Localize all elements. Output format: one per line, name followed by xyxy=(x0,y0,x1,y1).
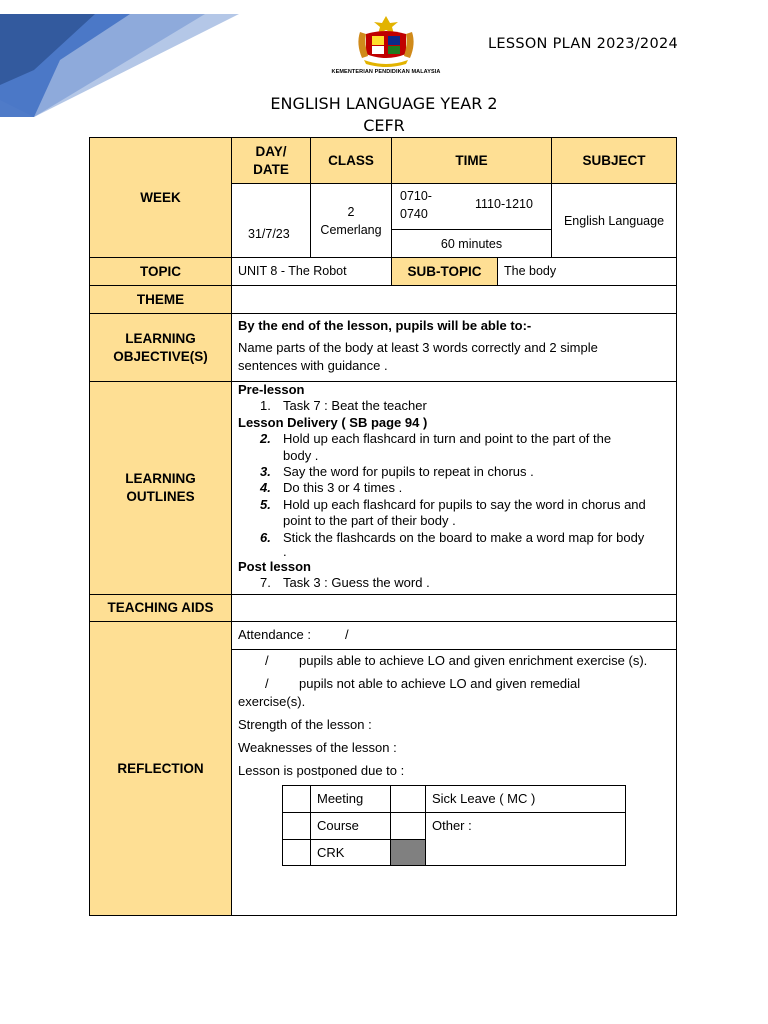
theme-cell xyxy=(231,285,677,314)
outline-item-number: 2. xyxy=(260,431,271,447)
document-title: ENGLISH LANGUAGE YEAR 2 xyxy=(270,94,498,113)
outline-item-number: 1. xyxy=(260,398,271,414)
subject-cell xyxy=(551,183,677,258)
course-option xyxy=(310,812,391,840)
subtopic-label: SUB-TOPIC xyxy=(407,263,482,279)
subject-value: English Language xyxy=(563,213,665,228)
subject-label: SUBJECT xyxy=(582,152,646,168)
week-label-cell xyxy=(89,137,232,258)
time-label: TIME xyxy=(455,152,488,168)
aids-label-cell xyxy=(89,594,232,622)
subtopic-label-cell xyxy=(391,257,498,286)
sick-leave-label: Sick Leave ( MC ) xyxy=(432,791,536,806)
outline-item-number: 6. xyxy=(260,529,271,545)
class-value: 2 Cemerlang xyxy=(320,204,382,237)
objective-label-cell xyxy=(89,313,232,382)
outline-item-1 xyxy=(238,398,674,414)
date-cell xyxy=(231,183,311,258)
topic-label-cell xyxy=(89,257,232,286)
remedial-separator: / xyxy=(265,676,269,691)
outline-item-6 xyxy=(238,529,674,560)
outline-item-text-cont: . xyxy=(283,544,287,560)
time-slot-2: 1110-1210 xyxy=(475,197,533,211)
coat-of-arms-icon xyxy=(326,14,446,70)
outline-label: LEARNING OUTLINES xyxy=(125,471,196,504)
week-label: WEEK xyxy=(140,189,181,205)
objective-intro: By the end of the lesson, pupils will be able to:- xyxy=(238,318,532,333)
outline-item-text-cont: body . xyxy=(283,447,319,463)
outline-item-text: Task 7 : Beat the teacher xyxy=(283,398,427,414)
crk-checkbox[interactable] xyxy=(282,839,311,866)
enrichment-text: pupils able to achieve LO and given enrichment exercise (s). xyxy=(299,653,648,668)
aids-cell xyxy=(231,594,677,622)
outline-item-number: 5. xyxy=(260,496,271,512)
outline-item-7 xyxy=(238,575,674,591)
meeting-label: Meeting xyxy=(317,791,364,806)
duration-value: 60 minutes xyxy=(440,236,503,251)
topic-value: UNIT 8 - The Robot xyxy=(238,264,347,278)
objective-line-2: sentences with guidance . xyxy=(238,358,388,373)
other-checkbox[interactable] xyxy=(390,812,426,840)
outline-item-text: Do this 3 or 4 times . xyxy=(283,480,403,496)
other-label: Other : xyxy=(432,818,472,833)
class-cell xyxy=(310,183,392,258)
subtopic-cell xyxy=(497,257,677,286)
strength-label: Strength of the lesson : xyxy=(238,717,372,732)
attendance-cell xyxy=(231,621,677,650)
day-date-label-cell xyxy=(231,137,311,184)
course-checkbox[interactable] xyxy=(282,812,311,840)
reflection-label: REFLECTION xyxy=(117,760,204,776)
document-subtitle: CEFR xyxy=(363,116,405,135)
outline-item-text: Stick the flashcards on the board to make a word map for body xyxy=(283,529,645,545)
day-date-label: DAY/ DATE xyxy=(253,143,289,177)
outline-item-text-cont: point to the part of their body . xyxy=(283,513,456,529)
weakness-label: Weaknesses of the lesson : xyxy=(238,740,397,755)
ministry-name: KEMENTERIAN PENDIDIKAN MALAYSIA xyxy=(331,69,441,75)
pre-lesson-heading: Pre-lesson xyxy=(238,382,305,397)
outline-item-text: Hold up each flashcard in turn and point to the part of the xyxy=(283,431,612,447)
post-lesson-heading: Post lesson xyxy=(238,559,311,575)
objective-line-1: Name parts of the body at least 3 words correctly and 2 simple xyxy=(238,340,598,355)
theme-label: THEME xyxy=(136,291,185,307)
objective-cell xyxy=(231,313,677,382)
outline-item-2 xyxy=(238,431,674,464)
outline-item-text: Say the word for pupils to repeat in chorus . xyxy=(283,464,534,480)
remedial-text: pupils not able to achieve LO and given remedial xyxy=(299,676,581,691)
time-slot-1: 0710- 0740 xyxy=(400,189,432,221)
outline-item-text: Hold up each flashcard for pupils to say the word in chorus and xyxy=(283,496,646,512)
outline-cell xyxy=(231,381,677,595)
time-slots-cell xyxy=(391,183,552,230)
subtopic-value: The body xyxy=(504,264,557,278)
outline-item-4 xyxy=(238,480,674,496)
meeting-option xyxy=(310,785,391,813)
outline-item-number: 4. xyxy=(260,480,271,496)
reflection-notes-cell xyxy=(231,649,677,916)
meeting-checkbox[interactable] xyxy=(282,785,311,813)
other-option xyxy=(425,812,626,866)
outline-item-text: Task 3 : Guess the word . xyxy=(283,575,430,591)
lesson-delivery-heading: Lesson Delivery ( SB page 94 ) xyxy=(238,414,428,430)
attendance-separator: / xyxy=(345,627,349,642)
crk-label: CRK xyxy=(317,845,345,860)
topic-label: TOPIC xyxy=(139,263,181,279)
reflection-label-cell xyxy=(89,621,232,916)
class-label: CLASS xyxy=(328,152,374,168)
time-label-cell xyxy=(391,137,552,184)
duration-cell xyxy=(391,229,552,258)
date-value: 31/7/23 xyxy=(248,227,290,241)
attendance-label: Attendance : xyxy=(238,627,311,642)
outline-item-number: 7. xyxy=(260,575,271,591)
subject-label-cell xyxy=(551,137,677,184)
outline-label-cell xyxy=(89,381,232,595)
lesson-plan-year: LESSON PLAN 2023/2024 xyxy=(488,36,679,52)
sick-leave-option xyxy=(425,785,626,813)
postponed-label: Lesson is postponed due to : xyxy=(238,763,405,778)
outline-item-5 xyxy=(238,497,674,530)
crk-option xyxy=(310,839,391,866)
outline-item-3 xyxy=(238,464,674,480)
outline-item-number: 3. xyxy=(260,464,271,480)
topic-cell xyxy=(231,257,392,286)
remedial-text-cont: exercise(s). xyxy=(238,694,306,709)
course-label: Course xyxy=(317,818,359,833)
crk-shaded-box xyxy=(390,839,426,866)
objective-label: LEARNING OBJECTIVE(S) xyxy=(113,330,208,364)
sick-leave-checkbox[interactable] xyxy=(390,785,426,813)
class-label-cell xyxy=(310,137,392,184)
aids-label: TEACHING AIDS xyxy=(107,600,214,615)
enrichment-separator: / xyxy=(265,653,269,668)
ministry-crest-logo xyxy=(326,14,446,80)
theme-label-cell xyxy=(89,285,232,314)
